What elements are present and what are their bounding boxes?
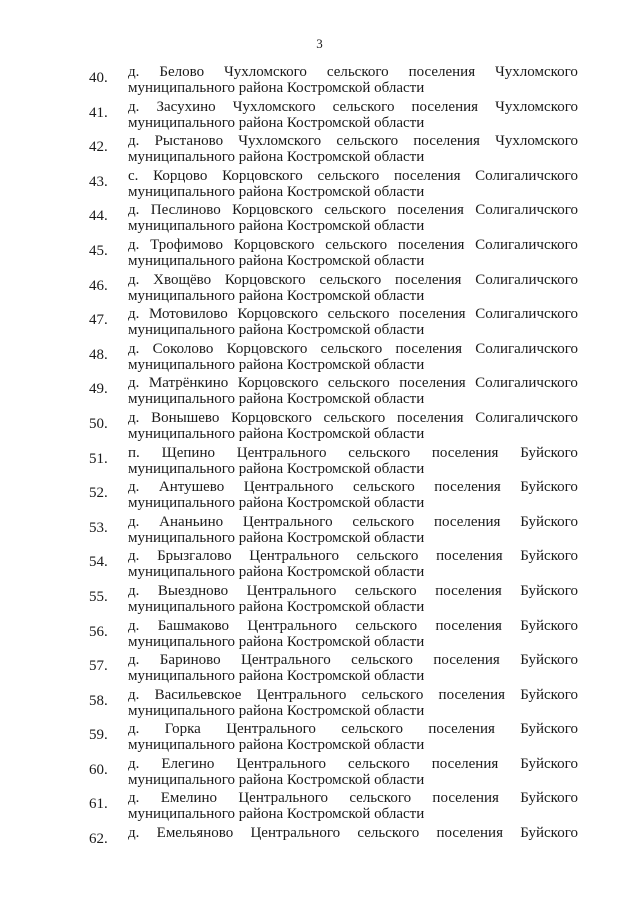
item-word: д. (128, 825, 140, 842)
item-number: 55. (89, 588, 108, 605)
item-word: д. (128, 652, 140, 669)
item-word: поселения (438, 686, 506, 703)
item-word: Мотовилово (149, 306, 228, 323)
item-line-2: муниципального района Костромской области (128, 668, 425, 685)
item-word: поселения (397, 409, 464, 426)
item-number: 40. (89, 70, 108, 86)
item-word: Солигаличского (475, 167, 578, 184)
item-word: Бариново (159, 652, 221, 669)
item-number: 56. (89, 623, 108, 640)
item-word: поселения (431, 755, 499, 772)
item-number: 54. (89, 554, 108, 571)
item-word: Солигаличского (475, 306, 578, 323)
list-item (0, 202, 639, 237)
item-number: 58. (89, 692, 108, 709)
item-word: д. (128, 236, 140, 253)
list-item (0, 825, 639, 860)
item-word: д. (128, 790, 140, 807)
item-word: сельского (352, 513, 415, 530)
item-word: поселения (393, 167, 461, 184)
item-word: Буйского (520, 686, 578, 703)
item-word: д. (128, 202, 140, 219)
item-word: Чухломского (232, 98, 316, 115)
item-line-2: муниципального района Костромской области (128, 287, 425, 304)
item-word: Буйского (520, 721, 578, 738)
list-item (0, 687, 639, 722)
item-word: поселения (436, 548, 503, 565)
item-word: Солигаличского (475, 409, 578, 426)
item-word: д. (128, 582, 140, 599)
item-word: Центрального (226, 721, 316, 738)
item-word: Чухломского (495, 64, 578, 80)
item-word: Васильевское (154, 686, 242, 703)
item-word: сельского (357, 825, 420, 842)
item-word: Центрального (236, 755, 327, 772)
item-word: Корцовского (222, 167, 303, 184)
item-word: д. (128, 513, 140, 530)
item-word: Вонышево (151, 409, 220, 426)
item-line-2: муниципального района Костромской области (128, 806, 425, 823)
item-word: поселения (433, 652, 500, 669)
item-line-2: муниципального района Костромской области (128, 529, 425, 546)
item-word: д. (128, 755, 140, 772)
item-word: Емельяново (156, 825, 234, 842)
item-word: Емелино (160, 790, 218, 807)
item-word: Антушево (158, 479, 225, 496)
item-word: поселения (436, 825, 503, 842)
item-word: д. (128, 721, 140, 738)
item-word: Корцовского (232, 202, 313, 219)
item-word: поселения (435, 582, 502, 599)
item-word: Корцовского (226, 340, 308, 357)
item-word: поселения (428, 721, 495, 738)
item-word: Центрального (241, 652, 331, 669)
item-number: 51. (89, 450, 108, 467)
item-number: 61. (89, 796, 108, 813)
item-word: Центрального (243, 479, 334, 496)
item-line-1 (128, 341, 578, 358)
item-word: сельского (349, 790, 412, 807)
item-number: 59. (89, 727, 108, 744)
item-number: 42. (89, 139, 108, 156)
item-word: Трофимово (150, 236, 223, 253)
item-word: сельского (324, 202, 387, 219)
item-word: с. (128, 167, 139, 184)
item-line-1 (128, 410, 578, 427)
item-line-2: муниципального района Костромской области (128, 218, 425, 235)
item-word: Солигаличского (475, 202, 578, 219)
item-word: Горка (164, 721, 201, 738)
item-line-2: муниципального района Костромской области (128, 183, 425, 200)
item-word: Хвощёво (153, 271, 212, 288)
item-word: Солигаличского (475, 340, 578, 357)
item-word: поселения (433, 513, 501, 530)
item-line-2: муниципального района Костромской области (128, 149, 425, 166)
item-word: Центрального (247, 617, 338, 634)
item-line-2: муниципального района Костромской области (128, 598, 425, 615)
item-line-1 (128, 99, 578, 116)
settlement-list (0, 64, 639, 860)
item-word: поселения (431, 444, 499, 461)
item-word: Корцовского (233, 236, 315, 253)
item-line-1 (128, 133, 578, 150)
item-word: Буйского (520, 444, 578, 461)
item-line-1 (128, 652, 578, 669)
item-number: 48. (89, 346, 108, 363)
item-word: Корцовского (237, 375, 319, 392)
item-number: 44. (89, 208, 108, 225)
item-line-2: муниципального района Костромской области (128, 322, 425, 339)
item-word: Белово (159, 64, 205, 80)
item-word: сельского (332, 98, 395, 115)
item-line-1 (128, 272, 578, 289)
item-line-1 (128, 237, 578, 254)
item-word: п. (128, 444, 140, 461)
item-word: Брызгалово (157, 548, 232, 565)
item-word: поселения (397, 236, 465, 253)
item-word: Центрального (249, 548, 339, 565)
item-word: сельского (361, 686, 424, 703)
item-word: Чухломского (224, 64, 307, 80)
item-word: сельского (327, 306, 390, 323)
item-word: д. (128, 340, 140, 357)
item-number: 53. (89, 519, 108, 536)
item-word: Буйского (520, 755, 578, 772)
item-line-2: муниципального района Костромской области (128, 252, 425, 269)
item-line-2: муниципального района Костромской области (128, 391, 425, 408)
list-item (0, 583, 639, 618)
item-word: Центрального (246, 582, 337, 599)
item-line-2: муниципального района Костромской области (128, 564, 425, 581)
list-item (0, 548, 639, 583)
item-word: Щепино (161, 444, 215, 461)
item-word: поселения (399, 375, 466, 392)
item-word: сельского (317, 167, 380, 184)
item-word: д. (128, 409, 140, 426)
item-word: сельского (336, 133, 399, 150)
item-word: д. (128, 479, 140, 496)
item-line-2: муниципального района Костромской области (128, 80, 425, 96)
item-word: д. (128, 64, 140, 80)
item-word: поселения (397, 202, 464, 219)
item-line-2: муниципального района Костромской области (128, 633, 425, 650)
item-word: сельского (348, 755, 410, 772)
item-line-1 (128, 202, 578, 219)
item-word: Чухломского (495, 133, 578, 150)
item-word: Буйского (520, 825, 578, 842)
item-word: Матрёнкино (148, 375, 229, 392)
item-line-1 (128, 445, 578, 462)
item-word: поселения (434, 479, 501, 496)
item-word: Рыстаново (154, 133, 224, 150)
item-number: 43. (89, 173, 108, 190)
item-word: Центрального (242, 513, 333, 530)
item-line-1 (128, 64, 578, 81)
item-number: 62. (89, 831, 108, 848)
item-line-1 (128, 721, 578, 738)
item-line-1 (128, 583, 578, 600)
item-line-1 (128, 790, 578, 807)
item-line-2: муниципального района Костромской области (128, 495, 425, 512)
item-word: сельского (325, 236, 388, 253)
item-word: Центрального (250, 825, 341, 842)
item-word: Башмаково (157, 617, 230, 634)
item-word: Засухино (156, 98, 216, 115)
item-line-2: муниципального района Костромской области (128, 771, 425, 788)
item-word: Корцовского (237, 306, 319, 323)
item-word: Буйского (520, 479, 578, 496)
item-word: д. (128, 133, 140, 150)
item-word: сельского (341, 721, 404, 738)
item-word: поселения (432, 790, 499, 807)
item-word: сельского (319, 271, 382, 288)
item-word: поселения (411, 98, 479, 115)
list-item (0, 790, 639, 825)
list-item (0, 445, 639, 480)
item-word: поселения (408, 64, 476, 80)
item-word: д. (128, 375, 140, 392)
item-line-1 (128, 168, 578, 185)
item-word: д. (128, 548, 140, 565)
item-word: поселения (413, 133, 480, 150)
item-word: Соколово (152, 340, 214, 357)
item-word: Солигаличского (475, 271, 578, 288)
item-word: сельского (320, 340, 383, 357)
item-word: сельского (356, 548, 419, 565)
item-word: Песлиново (150, 202, 221, 219)
item-line-1 (128, 756, 578, 773)
list-item (0, 756, 639, 791)
list-item (0, 375, 639, 410)
list-item (0, 306, 639, 341)
item-line-2: муниципального района Костромской области (128, 356, 425, 373)
item-line-1 (128, 514, 578, 531)
list-item (0, 168, 639, 203)
item-word: Чухломского (495, 98, 578, 115)
item-word: поселения (435, 617, 502, 634)
item-line-1 (128, 375, 578, 392)
list-item (0, 514, 639, 549)
item-word: Корцовского (231, 409, 312, 426)
item-word: сельского (323, 409, 386, 426)
item-number: 49. (89, 381, 108, 398)
list-item (0, 479, 639, 514)
item-line-1 (128, 687, 578, 704)
item-word: Буйского (520, 790, 578, 807)
item-word: поселения (394, 271, 462, 288)
item-line-2: муниципального района Костромской области (128, 114, 425, 131)
item-word: Буйского (520, 652, 578, 669)
item-line-1 (128, 306, 578, 323)
item-word: поселения (399, 306, 466, 323)
item-number: 52. (89, 485, 108, 502)
item-line-1 (128, 618, 578, 635)
item-number: 60. (89, 761, 108, 778)
item-line-1 (128, 825, 578, 842)
item-word: Выездново (157, 582, 229, 599)
item-word: д. (128, 617, 140, 634)
item-word: поселения (395, 340, 462, 357)
list-item (0, 272, 639, 307)
item-word: Солигаличского (475, 236, 578, 253)
item-word: Центрального (256, 686, 347, 703)
item-word: Центрального (238, 790, 329, 807)
item-word: сельского (326, 64, 389, 80)
item-word: д. (128, 271, 140, 288)
item-word: Солигаличского (475, 375, 578, 392)
item-number: 46. (89, 277, 108, 294)
item-word: Буйского (520, 513, 578, 530)
page-number: 3 (316, 36, 323, 51)
item-number: 50. (89, 415, 108, 432)
item-word: Елегино (161, 755, 215, 772)
item-line-2: муниципального района Костромской области (128, 460, 425, 477)
item-word: Чухломского (238, 133, 322, 150)
item-word: Центрального (236, 444, 327, 461)
item-word: Буйского (520, 548, 578, 565)
item-word: сельского (352, 479, 415, 496)
item-word: Ананьино (159, 513, 224, 530)
item-word: д. (128, 98, 140, 115)
list-item (0, 133, 639, 168)
item-word: д. (128, 306, 140, 323)
list-item (0, 618, 639, 653)
item-word: Буйского (520, 582, 578, 599)
item-number: 47. (89, 312, 108, 329)
list-item (0, 64, 639, 99)
item-word: Корцово (153, 167, 208, 184)
item-word: Буйского (520, 617, 578, 634)
item-word: сельского (351, 652, 413, 669)
item-number: 45. (89, 242, 108, 259)
item-line-1 (128, 479, 578, 496)
list-item (0, 721, 639, 756)
list-item (0, 410, 639, 445)
list-item (0, 652, 639, 687)
list-item (0, 237, 639, 272)
item-word: сельского (327, 375, 390, 392)
item-word: Корцовского (224, 271, 306, 288)
item-word: сельского (354, 582, 417, 599)
list-item (0, 341, 639, 376)
item-number: 41. (89, 104, 108, 121)
list-item (0, 99, 639, 134)
item-word: д. (128, 686, 140, 703)
item-line-2: муниципального района Костромской области (128, 425, 425, 442)
item-word: сельского (348, 444, 411, 461)
item-number: 57. (89, 658, 108, 675)
item-line-1 (128, 548, 578, 565)
item-line-2: муниципального района Костромской области (128, 702, 425, 719)
item-line-2: муниципального района Костромской области (128, 737, 425, 754)
item-word: сельского (355, 617, 418, 634)
